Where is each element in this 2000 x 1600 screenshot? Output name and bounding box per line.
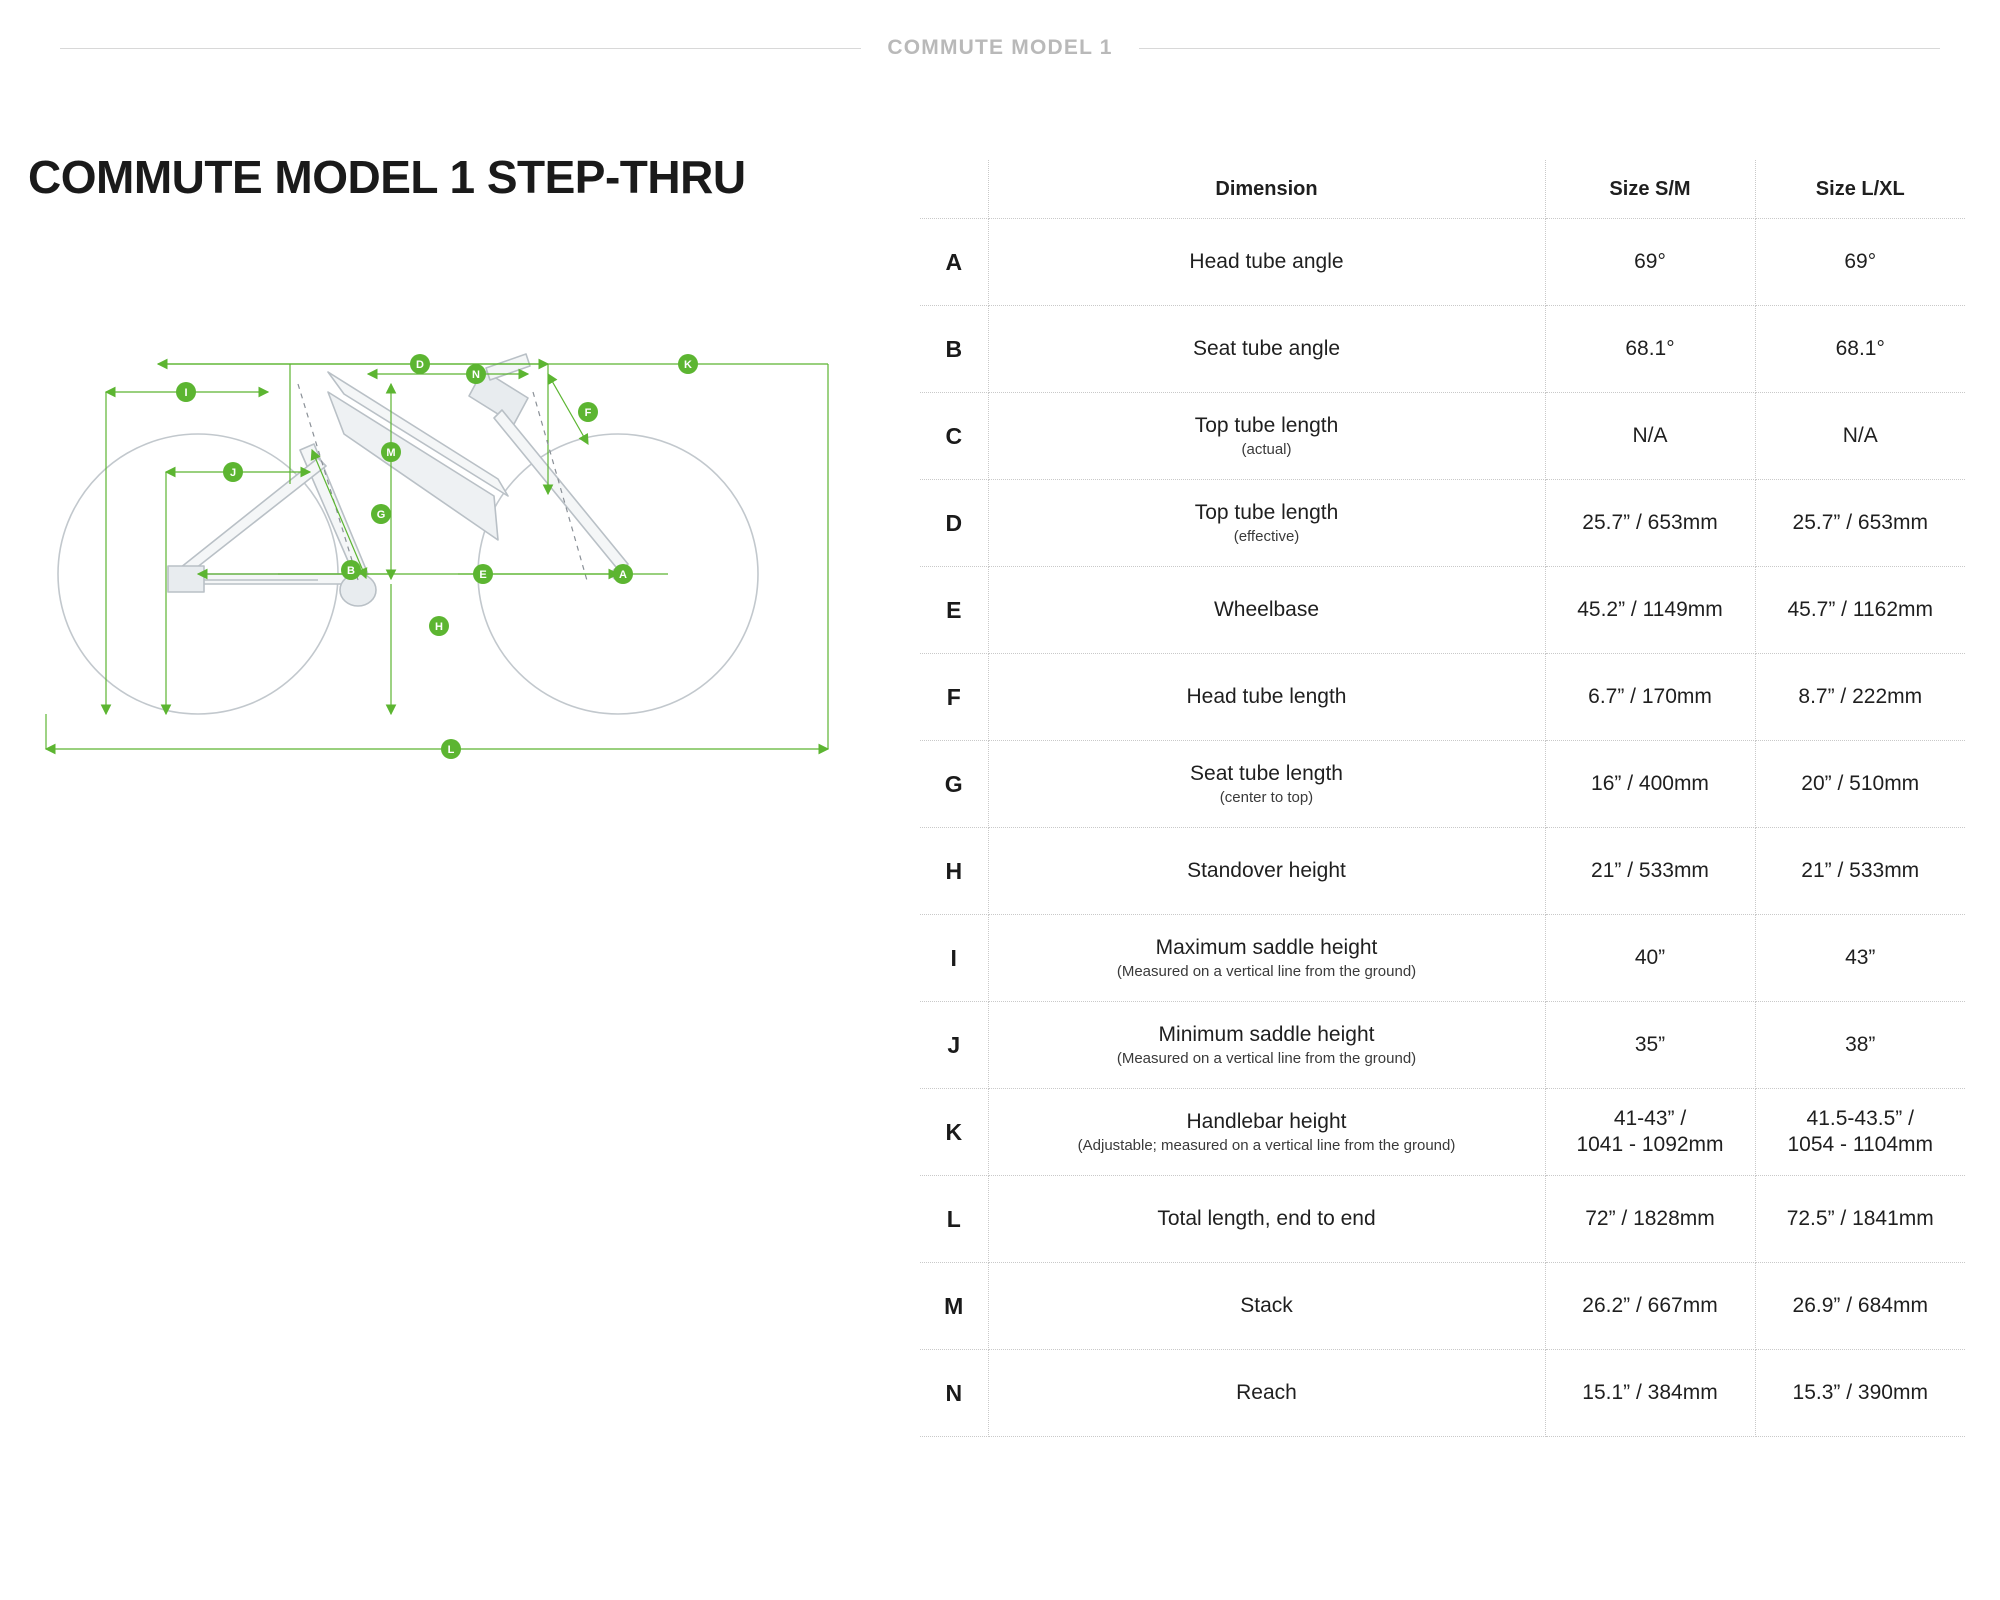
row-value-sm-line2: 1041 - 1092mm: [1576, 1133, 1724, 1156]
svg-text:M: M: [386, 447, 396, 459]
row-dimension: [988, 741, 1545, 828]
row-letter: L: [920, 1176, 988, 1263]
table-header-row: [920, 160, 1965, 219]
row-letter: E: [920, 567, 988, 654]
table-row: [920, 828, 1965, 915]
callout-F: [578, 402, 598, 422]
row-letter: H: [920, 828, 988, 915]
table-row: [920, 741, 1965, 828]
table-row: [920, 1002, 1965, 1089]
row-value-sm: 35”: [1545, 1002, 1755, 1089]
callout-A: [613, 564, 633, 584]
svg-text:I: I: [184, 387, 188, 399]
row-value-sm: 68.1°: [1545, 306, 1755, 393]
left-column: [28, 150, 908, 784]
row-dimension-label: Handlebar height: [1186, 1109, 1347, 1133]
callout-K: [678, 354, 698, 374]
callout-M: [381, 442, 401, 462]
callout-L: [441, 739, 461, 759]
row-dimension: [988, 567, 1545, 654]
svg-text:L: L: [447, 744, 455, 756]
row-letter: D: [920, 480, 988, 567]
row-dimension-label: Stack: [1240, 1293, 1293, 1317]
row-value-lxl: 72.5” / 1841mm: [1755, 1176, 1965, 1263]
row-value-lxl: 26.9” / 684mm: [1755, 1263, 1965, 1350]
table-row: [920, 393, 1965, 480]
callout-I: [176, 382, 196, 402]
row-value-sm: 25.7” / 653mm: [1545, 480, 1755, 567]
row-dimension: [988, 1350, 1545, 1437]
callout-E: [473, 564, 493, 584]
table-row: [920, 1176, 1965, 1263]
bike-geometry-diagram: [28, 244, 908, 784]
svg-text:H: H: [435, 621, 443, 633]
row-dimension: [988, 828, 1545, 915]
row-dimension-label: Head tube length: [1186, 684, 1347, 708]
header-size-sm: Size S/M: [1545, 160, 1755, 219]
row-dimension-label: Minimum saddle height: [1158, 1022, 1375, 1046]
row-dimension-label: Wheelbase: [1213, 597, 1320, 621]
row-dimension: [988, 915, 1545, 1002]
row-dimension: [988, 1263, 1545, 1350]
callout-G: [371, 504, 391, 524]
page-title: COMMUTE MODEL 1 STEP-THRU: [28, 151, 746, 203]
row-dimension: [988, 219, 1545, 306]
svg-text:J: J: [229, 467, 237, 479]
svg-text:D: D: [416, 359, 424, 371]
callout-D: [410, 354, 430, 374]
row-letter: C: [920, 393, 988, 480]
row-letter: J: [920, 1002, 988, 1089]
header-size-lxl: Size L/XL: [1755, 160, 1965, 219]
row-value-sm: 26.2” / 667mm: [1545, 1263, 1755, 1350]
row-dimension-label: Maximum saddle height: [1155, 935, 1378, 959]
table-body: [920, 219, 1965, 1437]
svg-text:B: B: [347, 565, 355, 577]
row-letter: F: [920, 654, 988, 741]
row-dimension-label: Standover height: [1187, 858, 1346, 882]
table-row: [920, 480, 1965, 567]
callout-N: [466, 364, 486, 384]
row-value-sm: N/A: [1545, 393, 1755, 480]
svg-text:N: N: [472, 369, 480, 381]
row-dimension-sub: (center to top): [1219, 788, 1314, 806]
geometry-table-wrapper: [920, 160, 1965, 1437]
row-value-lxl: 15.3” / 390mm: [1755, 1350, 1965, 1437]
row-value-sm: 40”: [1545, 915, 1755, 1002]
svg-text:K: K: [684, 359, 692, 371]
svg-text:G: G: [376, 509, 386, 521]
row-letter: K: [920, 1089, 988, 1176]
table-row: [920, 1350, 1965, 1437]
svg-text:E: E: [479, 569, 487, 581]
row-dimension: [988, 306, 1545, 393]
row-value-sm: 72” / 1828mm: [1545, 1176, 1755, 1263]
page-header: [0, 30, 2000, 66]
header-rule-right: [1139, 48, 1940, 49]
row-value-sm: 69°: [1545, 219, 1755, 306]
row-value-sm: 45.2” / 1149mm: [1545, 567, 1755, 654]
row-letter: A: [920, 219, 988, 306]
row-dimension-label: Top tube length: [1194, 413, 1339, 437]
row-value-lxl: 69°: [1755, 219, 1965, 306]
row-dimension: [988, 480, 1545, 567]
row-letter: I: [920, 915, 988, 1002]
row-value-lxl-line2: 1054 - 1104mm: [1787, 1133, 1934, 1156]
row-value-sm-line1: 41-43” /: [1613, 1106, 1687, 1130]
row-value-lxl: 21” / 533mm: [1755, 828, 1965, 915]
row-letter: B: [920, 306, 988, 393]
svg-text:F: F: [584, 407, 592, 419]
row-value-lxl: 43”: [1755, 915, 1965, 1002]
header-title: COMMUTE MODEL 1: [887, 36, 1113, 59]
table-row: [920, 1089, 1965, 1176]
row-dimension-sub: (effective): [1233, 527, 1300, 545]
callout-J: [223, 462, 243, 482]
svg-text:A: A: [619, 569, 627, 581]
row-value-lxl: 25.7” / 653mm: [1755, 480, 1965, 567]
table-row: [920, 219, 1965, 306]
row-value-lxl: [1755, 1089, 1965, 1176]
row-dimension-sub: (Measured on a vertical line from the ground): [1116, 962, 1417, 980]
callout-H: [429, 616, 449, 636]
row-value-sm: 15.1” / 384mm: [1545, 1350, 1755, 1437]
row-dimension: [988, 1176, 1545, 1263]
row-dimension: [988, 1002, 1545, 1089]
row-dimension-sub: (actual): [1241, 440, 1292, 458]
row-dimension-label: Reach: [1236, 1380, 1297, 1404]
row-dimension-label: Seat tube angle: [1192, 336, 1341, 360]
row-dimension: [988, 1089, 1545, 1176]
row-value-sm: 16” / 400mm: [1545, 741, 1755, 828]
row-value-lxl: 38”: [1755, 1002, 1965, 1089]
geometry-table: [920, 160, 1965, 1437]
table-row: [920, 306, 1965, 393]
header-dimension: Dimension: [988, 160, 1545, 219]
table-row: [920, 567, 1965, 654]
row-dimension-label: Top tube length: [1194, 500, 1339, 524]
row-dimension-label: Head tube angle: [1189, 249, 1344, 273]
header-rule-left: [60, 48, 861, 49]
row-value-lxl: N/A: [1755, 393, 1965, 480]
header-letter: [920, 160, 988, 219]
row-value-lxl-line1: 41.5-43.5” /: [1806, 1106, 1914, 1130]
row-dimension-label: Seat tube length: [1190, 761, 1343, 785]
row-value-sm: [1545, 1089, 1755, 1176]
row-value-sm: 6.7” / 170mm: [1545, 654, 1755, 741]
table-row: [920, 915, 1965, 1002]
row-value-lxl: 8.7” / 222mm: [1755, 654, 1965, 741]
row-letter: G: [920, 741, 988, 828]
row-dimension-sub: (Measured on a vertical line from the ground): [1116, 1049, 1417, 1067]
row-value-sm: 21” / 533mm: [1545, 828, 1755, 915]
table-row: [920, 1263, 1965, 1350]
table-row: [920, 654, 1965, 741]
callout-B: [341, 560, 361, 580]
row-value-lxl: 68.1°: [1755, 306, 1965, 393]
row-letter: N: [920, 1350, 988, 1437]
row-value-lxl: 20” / 510mm: [1755, 741, 1965, 828]
row-dimension: [988, 654, 1545, 741]
row-dimension: [988, 393, 1545, 480]
row-value-lxl: 45.7” / 1162mm: [1755, 567, 1965, 654]
row-letter: M: [920, 1263, 988, 1350]
row-dimension-label: Total length, end to end: [1157, 1206, 1376, 1230]
row-dimension-sub: (Adjustable; measured on a vertical line from the ground): [1077, 1136, 1456, 1154]
